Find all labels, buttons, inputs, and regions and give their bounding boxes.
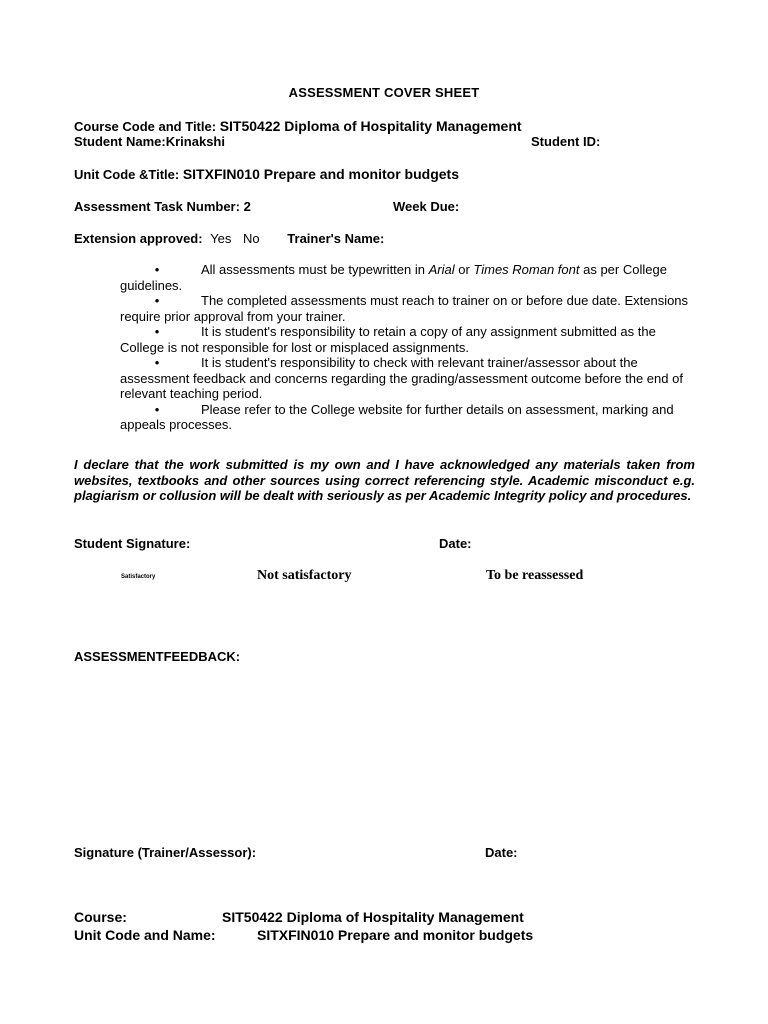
unit-value: SITXFIN010 Prepare and monitor budgets — [182, 166, 459, 182]
bullet-icon: • — [154, 401, 160, 417]
course-row — [74, 118, 522, 134]
student-name-label: Student Name: — [74, 134, 166, 149]
course-value: SIT50422 Diploma of Hospitality Management — [219, 118, 522, 134]
trainer-date-label: Date: — [485, 845, 518, 860]
list-item: • Please refer to the College website for further details on assessment, marking and appeals processes. — [120, 402, 695, 433]
reassess-option[interactable]: To be reassessed — [486, 568, 584, 583]
satisfactory-option[interactable]: Satisfactory — [121, 574, 156, 580]
student-name-value: Krinakshi — [165, 134, 225, 149]
task-number-label: Assessment Task Number: — [74, 199, 240, 214]
list-item: • It is student's responsibility to check with relevant trainer/assessor about the assessment feedback and concerns regarding the grading/assessment outcome before the end of relevant teaching period. — [120, 355, 695, 402]
student-name-row — [74, 134, 225, 149]
extension-no[interactable]: No — [243, 231, 260, 246]
declaration-text: I declare that the work submitted is my own and I have acknowledged any materials taken from websites, textbooks and other sources using correct referencing style. Academic misconduct e.g. plagiarism or collusion will be dealt with seriously as per Academic Integrity policy and procedures. — [74, 457, 695, 504]
guidelines-list — [120, 262, 695, 433]
list-item: • It is student's responsibility to retain a copy of any assignment submitted as the College is not responsible for lost or misplaced assignments. — [120, 324, 695, 355]
extension-row — [74, 231, 384, 246]
unit-row — [74, 166, 459, 182]
footer-unit-label: Unit Code and Name: — [74, 927, 216, 943]
task-row — [74, 199, 251, 214]
extension-label: Extension approved: — [74, 231, 203, 246]
footer-unit-value: SITXFIN010 Prepare and monitor budgets — [257, 927, 534, 943]
bullet-icon: • — [154, 324, 160, 339]
student-id-label: Student ID: — [531, 134, 601, 149]
student-date-label: Date: — [439, 536, 472, 551]
list-item: • The completed assessments must reach to trainer on or before due date. Extensions require prior approval from your trainer. — [120, 293, 695, 324]
bullet-icon: • — [154, 355, 160, 370]
trainer-signature-label: Signature (Trainer/Assessor): — [74, 845, 257, 860]
extension-yes[interactable]: Yes — [210, 231, 232, 246]
task-number-value: 2 — [243, 199, 251, 214]
bullet-icon: • — [154, 293, 160, 308]
footer-course-value: SIT50422 Diploma of Hospitality Management — [222, 909, 524, 925]
list-item: • All assessments must be typewritten in Arial or Times Roman font as per College guidelines. — [120, 262, 695, 293]
trainer-name-label: Trainer's Name: — [287, 231, 385, 246]
unit-label: Unit Code &Title: — [74, 167, 180, 182]
not-satisfactory-option[interactable]: Not satisfactory — [257, 568, 352, 583]
week-due-label: Week Due: — [393, 199, 460, 214]
page-title: ASSESSMENT COVER SHEET — [288, 85, 480, 100]
course-label: Course Code and Title: — [74, 119, 217, 134]
student-signature-label: Student Signature: — [74, 536, 191, 551]
bullet-icon: • — [154, 262, 160, 277]
footer-course-label: Course: — [74, 909, 127, 925]
feedback-label: ASSESSMENTFEEDBACK: — [74, 649, 241, 664]
